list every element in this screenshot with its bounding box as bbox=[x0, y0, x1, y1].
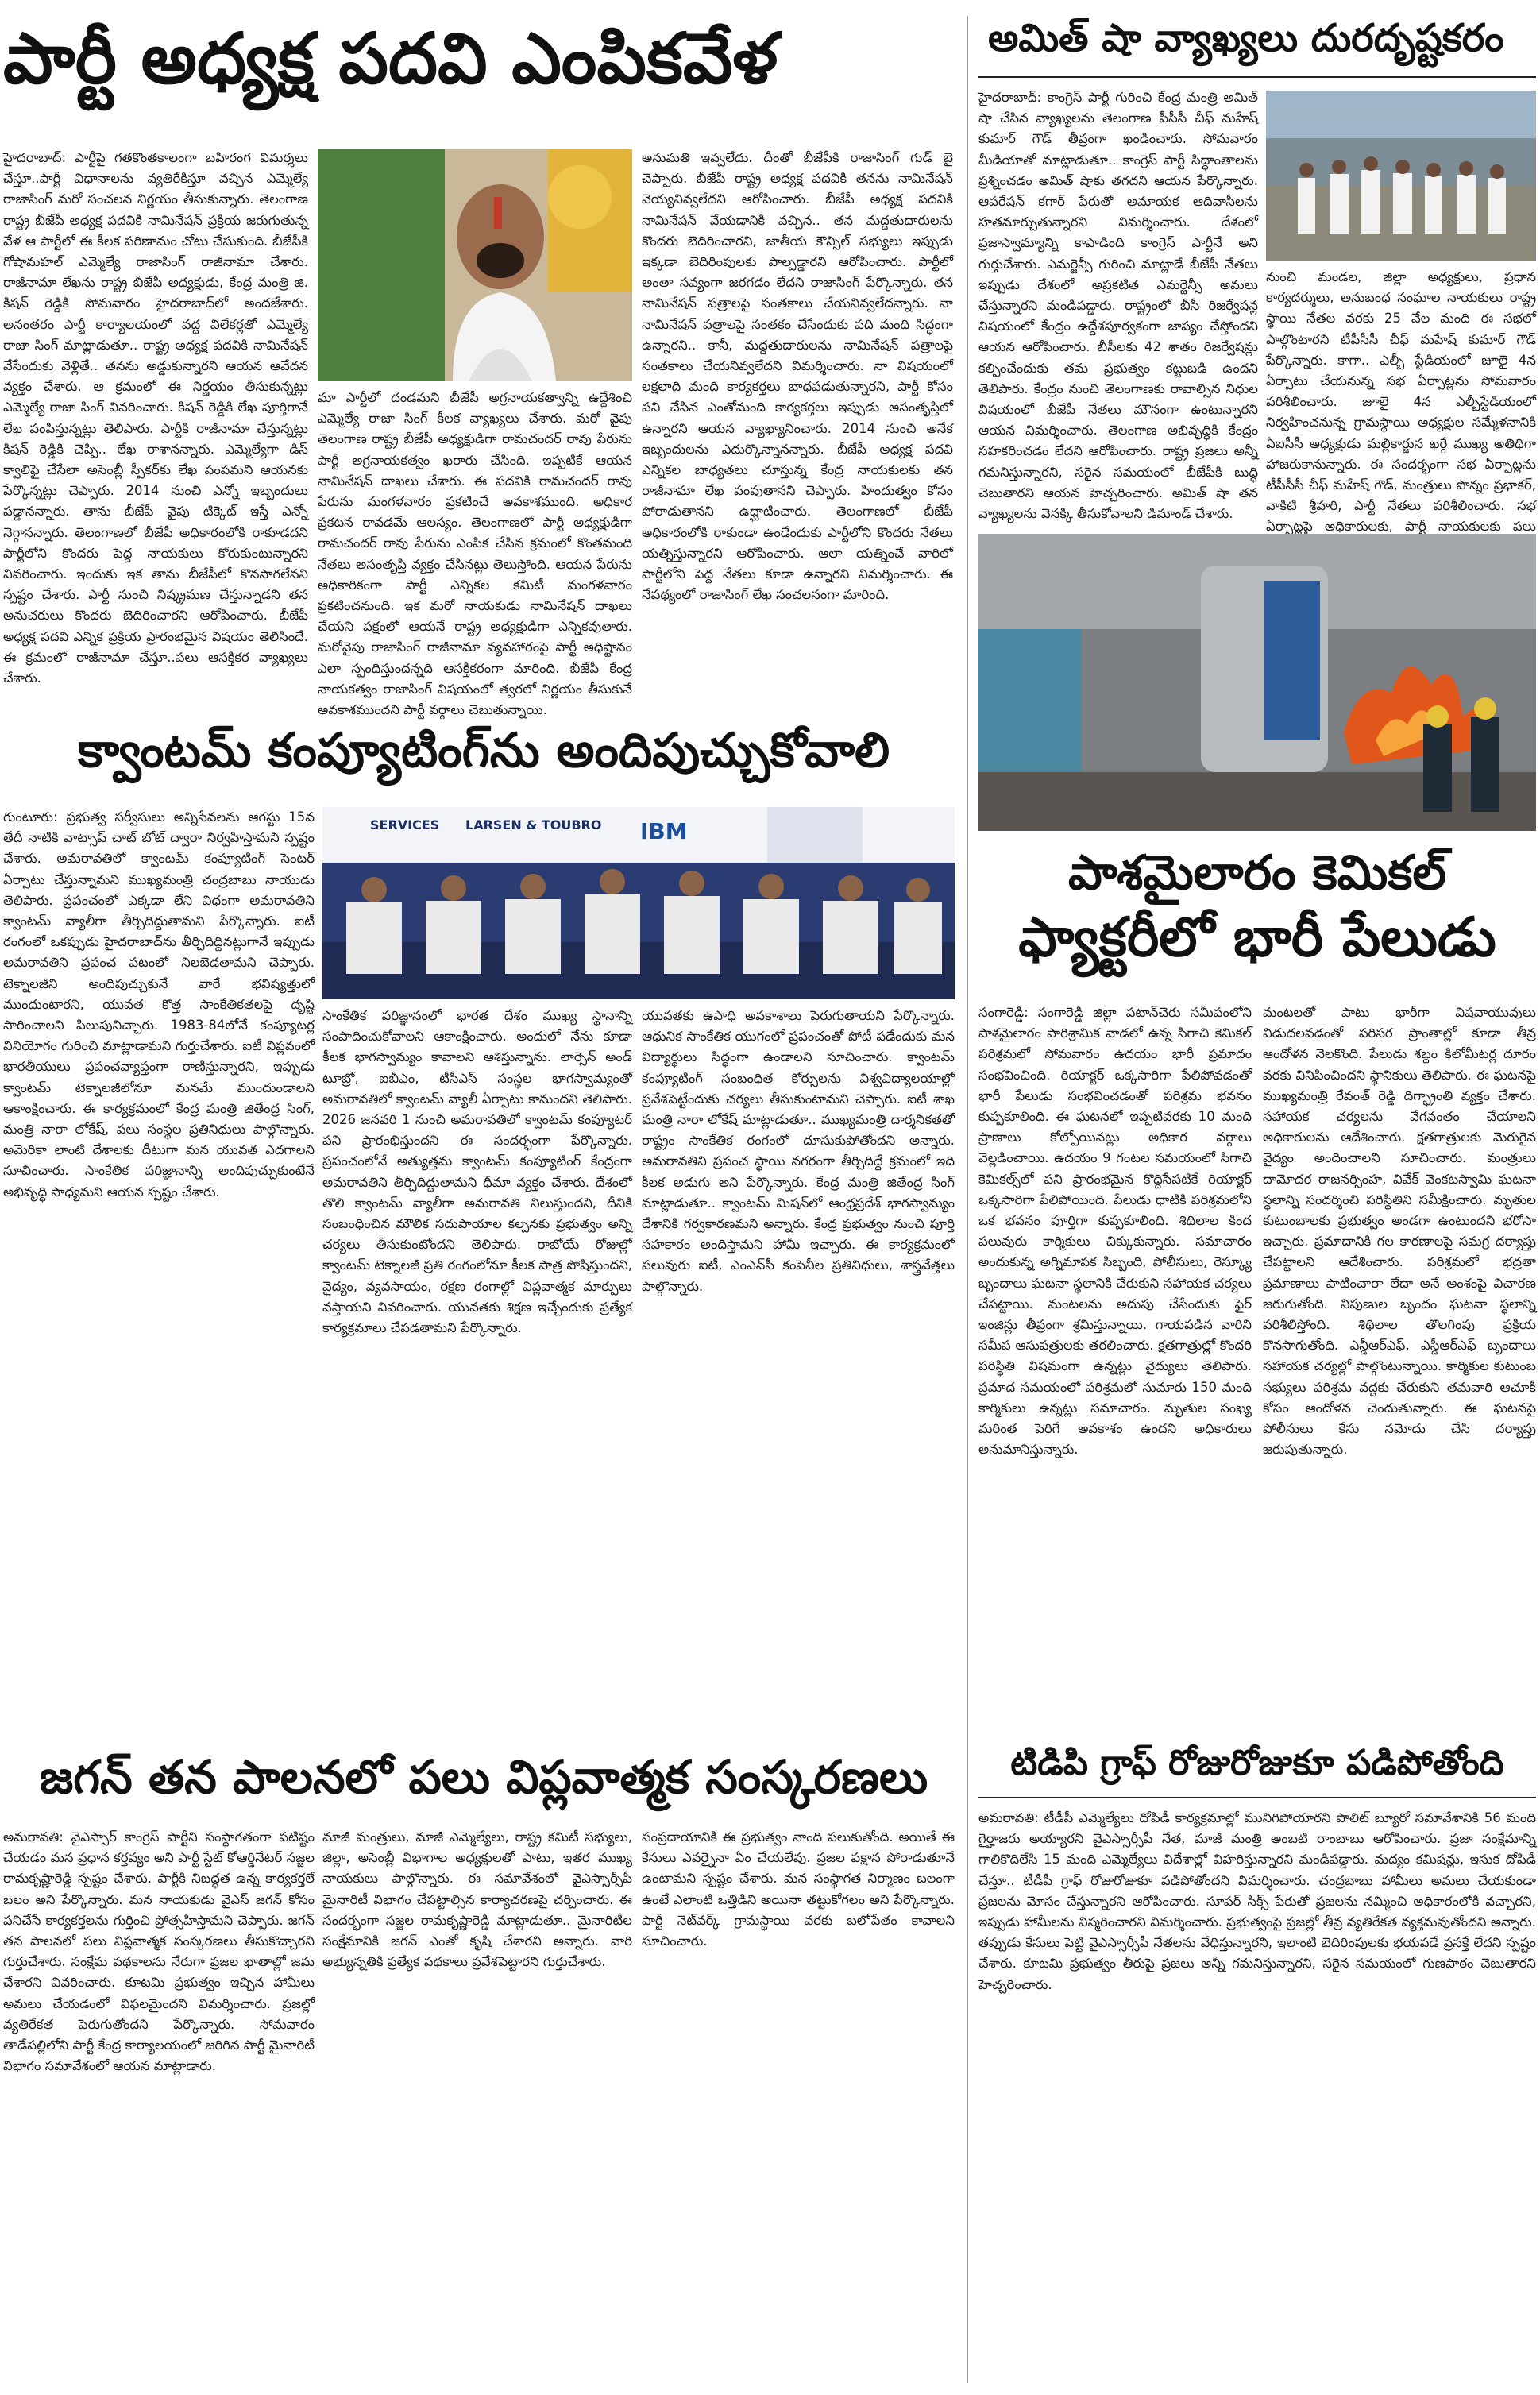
banner-ibm-label: IBM bbox=[640, 818, 688, 844]
pashamylaram-col-1: సంగారెడ్డి: సంగారెడ్డి జిల్లా పటాన్‌చెరు సమీపంలోని పాశమైలారం పారిశ్రామిక వాడలో ఉన్న సిగాచి కెమికల్ పరిశ్రమలో సోమవారం ఉదయం భారీ ప్రమాదం సంభవించింది. రియాక్టర్ ఒక్కసారిగా పేలిపోవడంతో భారీ పేలుడు సంభవించడంతో పరిశ్రమ భవనం కుప్పకూలింది. ఈ ఘటనలో ఇప్పటివరకు 10 మంది ప్రాణాలు కోల్పోయినట్లు అధికార వర్గాలు వెల్లడించాయి. ఉదయం 9 గంటల సమయంలో సిగాచి కెమికల్స్‌లో పని ప్రారంభమైన కొద్దిసేపటికే రియాక్టర్ ఒక్కసారిగా పేలిపోయింది. పేలుడు ధాటికి పరిశ్రమలోని ఒక భవనం పూర్తిగా కుప్పకూలింది. శిథిలాల కింద పలువురు కార్మికులు చిక్కుకున్నారు. సమాచారం అందుకున్న అగ్నిమాపక సిబ్బంది, పోలీసులు, రెస్క్యూ బృందాలు ఘటనా స్థలానికి చేరుకుని సహాయక చర్యలు చేపట్టాయి. మంటలను అదుపు చేసేందుకు ఫైర్ ఇంజిన్లు తీవ్రంగా శ్రమిస్తున్నాయి. గాయపడిన వారిని సమీప ఆసుపత్రులకు తరలించారు. క్షతగాత్రుల్లో కొందరి పరిస్థితి విషమంగా ఉన్నట్లు వైద్యులు తెలిపారు. ప్రమాద సమయంలో పరిశ్రమలో సుమారు 150 మంది కార్మికులు ఉన్నట్లు సమాచారం. మృతుల సంఖ్య మరింత పెరిగే అవకాశం ఉందని అధికారులు అనుమానిస్తున్నారు. bbox=[978, 1005, 1252, 1458]
photo-chemical-factory-fire bbox=[978, 534, 1536, 831]
jagan-col-1: అమరావతి: వైఎస్సార్ కాంగ్రెస్ పార్టీని సంస్థాగతంగా పటిష్టం చేయడం మన ప్రధాన కర్తవ్యం అని పార్టీ స్టేట్ కోఆర్డినేటర్ సజ్జల రామకృష్ణారెడ్డి స్పష్టం చేశారు. పార్టీకి నిబద్ధత ఉన్న కార్యకర్తలే బలం అని పేర్కొన్నారు. మన నాయకుడు వైఎస్ జగన్ కోసం పనిచేసే కార్యకర్తలను గుర్తించి ప్రోత్సహిస్తామని చెప్పారు. జగన్ తన పాలనలో పలు విప్లవాత్మక సంస్కరణలు తీసుకొచ్చారని గుర్తుచేశారు. సంక్షేమ పథకాలను నేరుగా ప్రజల ఖాతాల్లో జమ చేశారని వివరించారు. కూటమి ప్రభుత్వం ఇచ్చిన హామీలు అమలు చేయడంలో విఫలమైందని విమర్శించారు. ప్రజల్లో వ్యతిరేకత పెరుగుతోందని పేర్కొన్నారు. సోమవారం తాడేపల్లిలోని పార్టీ కేంద్ర కార్యాలయంలో జరిగిన పార్టీ మైనారిటీ విభాగం సమావేశంలో ఆయన మాట్లాడారు. bbox=[3, 1829, 315, 2074]
tdp-graph-headline-rule bbox=[978, 1797, 1536, 1798]
quantum-col-2: సాంకేతిక పరిజ్ఞానంలో భారత దేశం ముఖ్య స్థానాన్ని సంపాదించుకోవాలని ఆకాంక్షించారు. అందులో నేను కూడా కీలక భాగస్వామ్యం కావాలని ఆశిస్తున్నాను. లార్సెన్ అండ్ టూబ్రో, ఐబీఎం, టీసీఎస్ సంస్థల భాగస్వామ్యంతో అమరావతిలో క్వాంటమ్ వ్యాలీ ఏర్పాటు కానుందని తెలిపారు. 2026 జనవరి 1 నుంచి అమరావతిలో క్వాంటమ్ కంప్యూటర్ పని ప్రారంభిస్తుందని ఈ సందర్భంగా పేర్కొన్నారు. ప్రపంచంలోనే అత్యుత్తమ క్వాంటమ్ కంప్యూటింగ్ కేంద్రంగా అమరావతిని తీర్చిదిద్దుతామని ధీమా వ్యక్తం చేశారు. దేశంలో తొలి క్వాంటమ్ వ్యాలీగా అమరావతి నిలుస్తుందని, దీనికి సంబంధించిన మౌలిక సదుపాయాల కల్పనకు ప్రభుత్వం అన్ని చర్యలు తీసుకుంటోందని తెలిపారు. రాబోయే రోజుల్లో క్వాంటమ్ టెక్నాలజీ ప్రతి రంగంలోనూ కీలక పాత్ర పోషిస్తుందని, వైద్యం, వ్యవసాయం, రక్షణ రంగాల్లో విప్లవాత్మక మార్పులు వస్తాయని వివరించారు. యువతకు శిక్షణ ఇచ్చేందుకు ప్రత్యేక కార్యక్రమాలు చేపడతామని పేర్కొన్నారు. bbox=[322, 1008, 632, 1336]
quantum-col-3: యువతకు ఉపాధి అవకాశాలు పెరుగుతాయని పేర్కొన్నారు. ఆధునిక సాంకేతిక యుగంలో ప్రపంచంతో పోటీ పడేందుకు మన విద్యార్థులు సిద్ధంగా ఉండాలని సూచించారు. క్వాంటమ్ కంప్యూటింగ్ సంబంధిత కోర్సులను విశ్వవిద్యాలయాల్లో ప్రవేశపెట్టేందుకు చర్యలు తీసుకుంటామని చెప్పారు. ఐటీ శాఖ మంత్రి నారా లోకేష్ మాట్లాడుతూ.. ముఖ్యమంత్రి దార్శనికతతో రాష్ట్రం సాంకేతిక రంగంలో దూసుకుపోతోందని అన్నారు. అమరావతిని ప్రపంచ స్థాయి నగరంగా తీర్చిదిద్దే క్రమంలో ఇది కీలక అడుగు అని పేర్కొన్నారు. కేంద్ర మంత్రి జితేంద్ర సింగ్ మాట్లాడుతూ.. క్వాంటమ్ మిషన్‌లో ఆంధ్రప్రదేశ్ భాగస్వామ్యం దేశానికి గర్వకారణమని అన్నారు. కేంద్ర ప్రభుత్వం నుంచి పూర్తి సహకారం అందిస్తామని హామీ ఇచ్చారు. ఈ కార్యక్రమంలో పలువురు ఐటీ, ఎంఎన్‌సీ కంపెనీల ప్రతినిధులు, శాస్త్రవేత్తలు పాల్గొన్నారు. bbox=[642, 1008, 955, 1294]
amit-shah-col-2: నుంచి మండల, జిల్లా అధ్యక్షులు, ప్రధాన కార్యదర్శులు, అనుబంధ సంఘాల నాయకులు రాష్ట్ర స్థాయి నేతల వరకు 25 వేల మంది ఈ సభలో పాల్గొంటారని టీపీసీసీ చీఫ్ మహేష్ కుమార్ గౌడ్ పేర్కొన్నారు. కాగా.. ఎల్బీ స్టేడియంలో జూలై 4న ఏర్పాటు చేయనున్న సభ ఏర్పాట్లను సోమవారం పరిశీలించారు. జూలై 4న ఎల్బీస్టేడియంలో నిర్వహించనున్న గ్రామస్థాయి అధ్యక్షుల సమ్మేళనానికి ఏఐసీసీ అధ్యక్షుడు మల్లికార్జున ఖర్గే ముఖ్య అతిథిగా హాజరుకానున్నారు. ఈ సందర్భంగా సభ ఏర్పాట్లను టీపీసీసీ చీఫ్ మహేష్ గౌడ్, మంత్రులు పొన్నం ప్రభాకర్, వాకిటి శ్రీహరి, పార్టీ నేతలు పరిశీలించారు. సభ ఏర్పాట్లపై అధికారులకు, పార్టీ నాయకులకు పలు bbox=[1266, 269, 1536, 535]
headline-jagan-reforms: జగన్ తన పాలనలో పలు విప్లవాత్మక సంస్కరణలు bbox=[39, 1750, 928, 1804]
amit-shah-col-1: హైదరాబాద్: కాంగ్రెస్ పార్టీ గురించి కేంద్ర మంత్రి అమిత్ షా చేసిన వ్యాఖ్యలను తెలంగాణ పీసీసీ చీఫ్ మహేష్ కుమార్ గౌడ్ తీవ్రంగా ఖండించారు. సోమవారం మీడియాతో మాట్లాడుతూ.. కాంగ్రెస్ పార్టీ సిద్ధాంతాలను ప్రశ్నించడం అమిత్ షాకు తగదని ఆయన పేర్కొన్నారు. ఆపరేషన్ కగార్ పేరుతో అమాయక ఆదివాసీలను హతమార్చుతున్నారని విమర్శించారు. దేశంలో ప్రజాస్వామ్యాన్ని కాపాడింది కాంగ్రెస్ పార్టీనే అని గుర్తుచేశారు. ఎమర్జెన్సీ గురించి మాట్లాడే బీజేపీ నేతలు ఇప్పుడు దేశంలో అప్రకటిత ఎమర్జెన్సీ అమలు చేస్తున్నారని మండిపడ్డారు. రాష్ట్రంలో బీసీ రిజర్వేషన్ల విషయంలో కేంద్రం ఉద్దేశపూర్వకంగా జాప్యం చేస్తోందని ఆయన ఆరోపించారు. బీసీలకు 42 శాతం రిజర్వేషన్లు కల్పించేందుకు తమ ప్రభుత్వం కట్టుబడి ఉందని తెలిపారు. కేంద్రం నుంచి తెలంగాణకు రావాల్సిన నిధుల విషయంలో బీజేపీ నేతలు మౌనంగా ఉంటున్నారని ఆయన విమర్శించారు. తెలంగాణ అభివృద్ధికి కేంద్రం సహకరించడం లేదని ఆరోపించారు. రాష్ట్ర ప్రజలు అన్నీ గమనిస్తున్నారని, సరైన సమయంలో బీజేపీకి బుద్ధి చెబుతారని ఆయన హెచ్చరించారు. అమిత్ షా తన వ్యాఖ్యలను వెనక్కి తీసుకోవాలని డిమాండ్ చేశారు. bbox=[978, 90, 1258, 522]
photo-lb-stadium-visit bbox=[1266, 91, 1536, 261]
headline-quantum-computing: క్వాంటమ్ కంప్యూటింగ్‌ను అందిపుచ్చుకోవాలి bbox=[77, 723, 890, 778]
headline-tdp-graph: టిడిపి గ్రాఫ్ రోజురోజుకూ పడిపోతోంది bbox=[1010, 1743, 1504, 1783]
headline-pashamylaram-line-1: పాశమైలారం కెమికల్ bbox=[1067, 845, 1447, 901]
party-president-col-1: హైదరాబాద్: పార్టీపై గతకొంతకాలంగా బహిరంగ విమర్శలు చేస్తూ..పార్టీ విధానాలను వ్యతిరేకిస్తూ వచ్చిన ఎమ్మెల్యే రాజాసింగ్ మరో సంచలన నిర్ణయం తీసుకున్నారు. తెలంగాణ రాష్ట్ర బీజేపీ అధ్యక్ష పదవికి నామినేషన్ ప్రక్రియ జరుగుతున్న వేళ ఆ పార్టీలో ఈ కీలక పరిణామం చోటు చేసుకుంది. బీజేపీకి గోషామహల్ ఎమ్మెల్యే రాజాసింగ్ రాజీనామా చేశారు. రాజీనామా లేఖను రాష్ట్ర బీజేపీ అధ్యక్షుడు, కేంద్ర మంత్రి జి. కిషన్ రెడ్డికి సోమవారం హైదరాబాద్‌లో అందజేశారు. అనంతరం పార్టీ కార్యాలయంలో వద్ద విలేకర్లతో ఎమ్మెల్యే రాజా సింగ్ మాట్లాడుతూ.. రాష్ట్ర అధ్యక్ష పదవికి నామినేషన్ వేసేందుకు వెళ్లితే.. తనను అడ్డుకున్నారని ఆయన ఆవేదన వ్యక్తం చేశారు. ఆ క్రమంలో ఈ నిర్ణయం తీసుకున్నట్లు ఎమ్మెల్యే రాజా సింగ్ వివరించారు. కిషన్ రెడ్డికి లేఖ పూర్తిగానే లేఖ పంపిస్తున్నట్లు తెలిపారు. పార్టీకి రాజీనామా చేస్తున్నట్లు కిషన్ రెడ్డికి చెప్పి.. లేఖ రాశానన్నారు. ఎమ్మెల్యేగా డిస్ క్వాలిఫై చేసేలా అసెంబ్లీ స్పీకర్‌కు లేఖ పంపమని ఆయనకు పేర్కొన్నట్లు చెప్పారు. 2014 నుంచి ఎన్నో ఇబ్బందులు పడ్డానన్నారు. తాను బీజేపీ వైపు టిక్కెట్ ఇస్తే ఎన్నో నెగ్గానన్నారు. తెలంగాణలో బీజేపీ అధికారంలోకి రాకూడదని పార్టీలోని కొందరు పెద్ద నాయకులు కోరుకుంటున్నారని వివరించారు. ఇందుకు ఇక తాను బీజేపీలో కొనసాగలేనని స్పష్టం చేశారు. పార్టీ నుంచి నిష్క్రమణ చేస్తున్నాడని తన అనుచరులు కొందరు బెదిరించారని ఆరోపించారు. బీజేపీ అధ్యక్ష పదవి ఎన్నిక ప్రక్రియ ప్రారంభమైన విషయం తెలిసిందే. ఈ క్రమంలో రాజీనామా చేస్తూ..పలు ఆసక్తికర వ్యాఖ్యలు చేశారు. bbox=[3, 150, 308, 686]
headline-pashamylaram-line-2: ఫ్యాక్టరీలో భారీ పేలుడు bbox=[1018, 906, 1496, 969]
banner-larsen-toubro-label: LARSEN & TOUBRO bbox=[465, 817, 602, 832]
party-president-col-3: మా పార్టీలో దండమని బీజేపీ అగ్రనాయకత్వాన్ని ఉద్దేశించి ఎమ్మెల్యే రాజా సింగ్ కీలక వ్యాఖ్యలు చేశారు. మరో వైపు తెలంగాణ రాష్ట్ర బీజేపీ అధ్యక్షుడిగా రామచందర్ రావు పేరును పార్టీ అగ్రనాయకత్వం ఖరారు చేసింది. ఇప్పటికే ఆయన నామినేషన్ దాఖలు చేశారు. ఈ పదవికి రామచందర్ రావు పేరును మంగళవారం ప్రకటించే అవకాశముంది. అధికార ప్రకటన రావడమే ఆలస్యం. తెలంగాణలో పార్టీ అధ్యక్షుడిగా రామచందర్ రావు పేరును ఎంపిక చేసిన క్రమంలో కొంతమంది నేతలు అసంతృప్తి వ్యక్తం చేసినట్లు తెలుస్తోంది. ఆయన పేరును అధికారికంగా పార్టీ ఎన్నికల కమిటీ మంగళవారం ప్రకటించనుంది. ఇక మరో నాయకుడు నామినేషన్ దాఖలు చేయని పక్షంలో ఆయనే రాష్ట్ర అధ్యక్షుడిగా ఎన్నికవుతారు. మరోవైపు రాజాసింగ్ రాజీనామా వ్యవహారంపై పార్టీ అధిష్టానం ఎలా స్పందిస్తుందన్నది ఆసక్తికరంగా మారింది. బీజేపీ కేంద్ర నాయకత్వం రాజాసింగ్ విషయంలో త్వరలో నిర్ణయం తీసుకునే అవకాశముందని పార్టీ వర్గాలు చెబుతున్నాయి. bbox=[318, 390, 632, 718]
party-president-col-2: అనుమతి ఇవ్వలేదు. దీంతో బీజేపీకి రాజాసింగ్ గుడ్ బై చెప్పారు. బీజేపీ రాష్ట్ర అధ్యక్ష పదవికి తనను నామినేషన్ వెయ్యనివ్వలేదని ఆరోపించారు. బీజేపీ అధ్యక్ష పదవికి నామినేషన్ వేయడానికి వచ్చిన.. తన మద్దతుదారులను కొందరు బెదిరించారని, జాతీయ కౌన్సిల్ సభ్యులు ఇప్పుడు ఇక్కడా బెదిరింపులకు పాల్పడ్డారని ఆరోపించారు. పార్టీలో అంతా సవ్యంగా జరగడం లేదని రాజాసింగ్ పేర్కొన్నారు. తన నామినేషన్ పత్రాలపై సంతకాలు చేయనివ్వలేదన్నారు. నా నామినేషన్ పత్రాలపై సంతకం చేసేందుకు పది మంది సిద్ధంగా ఉన్నారని.. కానీ, మద్దతుదారులను నామినేషన్ పత్రాలపై సంతకాలు చేయనివ్వలేదని విమర్శించారు. నా విషయంలో లక్షలాది మంది కార్యకర్తలు బాధపడుతున్నారని, పార్టీ కోసం పని చేసిన ఎంతోమంది కార్యకర్తలు ఇప్పుడు అసంతృప్తిలో ఉన్నారని ఆయన వ్యాఖ్యానించారు. 2014 నుంచి అనేక ఇబ్బందులను ఎదుర్కొన్నానన్నారు. బీజేపీ అధ్యక్ష పదవి ఎన్నికల బాధ్యతలు చూస్తున్న కేంద్ర నాయకులకు తన రాజీనామా లేఖ పంపుతానని చెప్పారు. హిందుత్వం కోసం పోరాడుతానని ఉద్ఘాటించారు. తెలంగాణలో బీజేపీ అధికారంలోకి రాకుండా ఉండేందుకు పార్టీలోని కొందరు నేతలు యత్నిస్తున్నారని ఆరోపించారు. ఆలా యత్నించే వారిలో పార్టీలోని పెద్ద నేతలు కూడా ఉన్నారని విమర్శించారు. ఈ నేపథ్యంలో రాజాసింగ్ లేఖ సంచలనంగా మారింది. bbox=[642, 150, 953, 603]
column-divider bbox=[967, 16, 968, 2383]
photo-raja-singh bbox=[318, 149, 632, 381]
pashamylaram-col-2: మంటలతో పాటు భారీగా విషవాయువులు విడుదలవడంతో పరిసర ప్రాంతాల్లో కూడా తీవ్ర ఆందోళన నెలకొంది. పేలుడు శబ్దం కిలోమీటర్ల దూరం వరకు వినిపించిందని స్థానికులు తెలిపారు. ఈ ఘటనపై ముఖ్యమంత్రి రేవంత్ రెడ్డి దిగ్భ్రాంతి వ్యక్తం చేశారు. సహాయక చర్యలను వేగవంతం చేయాలని అధికారులను ఆదేశించారు. క్షతగాత్రులకు మెరుగైన వైద్యం అందించాలని సూచించారు. మంత్రులు దామోదర రాజనర్సింహ, వివేక్ వెంకటస్వామి ఘటనా స్థలాన్ని సందర్శించి పరిస్థితిని సమీక్షించారు. మృతుల కుటుంబాలకు ప్రభుత్వం అండగా ఉంటుందని భరోసా ఇచ్చారు. ప్రమాదానికి గల కారణాలపై సమగ్ర దర్యాప్తు చేపట్టాలని ఆదేశించారు. పరిశ్రమలో భద్రతా ప్రమాణాలు పాటించారా లేదా అనే అంశంపై విచారణ జరుగుతోంది. నిపుణుల బృందం ఘటనా స్థలాన్ని పరిశీలిస్తోంది. శిథిలాల తొలగింపు ప్రక్రియ కొనసాగుతోంది. ఎన్డీఆర్ఎఫ్, ఎస్డీఆర్ఎఫ్ బృందాలు సహాయక చర్యల్లో పాల్గొంటున్నాయి. కార్మికుల కుటుంబ సభ్యులు పరిశ్రమ వద్దకు చేరుకుని తమవారి ఆచూకీ కోసం ఆందోళన చెందుతున్నారు. ఈ ఘటనపై పోలీసులు కేసు నమోదు చేసి దర్యాప్తు జరుపుతున్నారు. bbox=[1263, 1005, 1536, 1458]
tdp-graph-col: అమరావతి: టీడీపీ ఎమ్మెల్యేలు దోపిడీ కార్యక్రమాల్లో మునిగిపోయారని పొలిట్ బ్యూరో సమావేశానికి 56 మంది గైర్హాజరు అయ్యారని వైఎస్సార్సీపీ నేత, మాజీ మంత్రి అంబటి రాంబాబు ఆరోపించారు. ప్రజా సంక్షేమాన్ని గాలికొదిలేసి 15 మంది ఎమ్మెల్యేలు విదేశాల్లో విహరిస్తున్నారని మండిపడ్డారు. మద్యం కమిషన్లు, ఇసుక దోపిడీ చేస్తూ.. టీడీపీ గ్రాఫ్ రోజురోజుకూ పడిపోతోందని విమర్శించారు. చంద్రబాబు హామీలు అమలు చేయకుండా ప్రజలను మోసం చేస్తున్నారని ఆరోపించారు. సూపర్ సిక్స్ పేరుతో ప్రజలను నమ్మించి అధికారంలోకి వచ్చారని, ఇప్పుడు హామీలను విస్మరించారని విమర్శించారు. ప్రభుత్వంపై ప్రజల్లో తీవ్ర వ్యతిరేకత వ్యక్తమవుతోందని అన్నారు. తప్పుడు కేసులు పెట్టి వైఎస్సార్సీపీ నేతలను వేధిస్తున్నారని, ఇలాంటి బెదిరింపులకు భయపడే ప్రసక్తే లేదని స్పష్టం చేశారు. కూటమి ప్రభుత్వం తీరుపై ప్రజలు అన్నీ గమనిస్తున్నారని, సరైన సమయంలో గుణపాఠం చెబుతారని హెచ్చరించారు. bbox=[978, 1810, 1536, 1992]
headline-amit-shah: అమిత్ షా వ్యాఖ్యలు దురదృష్టకరం bbox=[988, 16, 1504, 60]
amit-shah-headline-rule bbox=[978, 76, 1536, 78]
headline-party-president: పార్టీ అధ్యక్ష పదవి ఎంపికవేళ bbox=[3, 17, 778, 99]
jagan-col-3: సంప్రదాయానికి ఈ ప్రభుత్వం నాంది పలుకుతోంది. అయితే ఈ కేసులు ఎవర్నైనా ఏం చేయలేవు. ప్రజల పక్షాన పోరాడుతూనే ఉంటామని స్పష్టం చేశారు. మన సంస్థాగత నిర్మాణం బలంగా ఉంటే ఎలాంటి ఒత్తిడిని అయినా తట్టుకోగలం అని పేర్కొన్నారు. పార్టీ నెట్‌వర్క్ గ్రామస్థాయి వరకు బలోపేతం కావాలని సూచించారు. bbox=[642, 1829, 955, 1949]
photo-quantum-valley-event bbox=[322, 807, 955, 999]
banner-services-label: SERVICES bbox=[370, 817, 440, 832]
quantum-col-1: గుంటూరు: ప్రభుత్వ సర్వీసులు అన్నిసేవలను ఆగస్టు 15వ తేదీ నాటికి వాట్సాప్ చాట్ బోట్ ద్వారా నిర్వహిస్తామని స్పష్టం చేశారు. అమరావతిలో క్వాంటమ్ కంప్యూటింగ్ సెంటర్ ఏర్పాటు చేస్తున్నామని ముఖ్యమంత్రి చంద్రబాబు నాయుడు తెలిపారు. ప్రపంచంలో ఎక్కడా లేని విధంగా అమరావతిని క్వాంటమ్ వ్యాలీగా తీర్చిదిద్దుతామని పేర్కొన్నారు. ఐటీ రంగంలో ఒకప్పుడు హైదరాబాద్‌ను తీర్చిదిద్దినట్లుగానే ఇప్పుడు అమరావతిని ప్రపంచ పటంలో నిలబెడతామని చెప్పారు. టెక్నాలజీని అందిపుచ్చుకునే వారే భవిష్యత్తులో ముందుంటారని, యువత కొత్త సాంకేతికతలపై దృష్టి సారించాలని పిలుపునిచ్చారు. 1983-84లోనే కంప్యూటర్ల వినియోగం గురించి మాట్లాడామని గుర్తుచేశారు. ఐటీ విప్లవంలో భారతీయులు ప్రపంచవ్యాప్తంగా రాణిస్తున్నారని, ఇప్పుడు క్వాంటమ్ టెక్నాలజీలోనూ మనమే ముందుండాలని ఆకాంక్షించారు. ఈ కార్యక్రమంలో కేంద్ర మంత్రి జితేంద్ర సింగ్, మంత్రి నారా లోకేష్, పలు సంస్థల ప్రతినిధులు పాల్గొన్నారు. అమెరికా లాంటి దేశాలకు దీటుగా మన యువత ఎదగాలని సూచించారు. సాంకేతిక పరిజ్ఞానాన్ని అందిపుచ్చుకుంటేనే అభివృద్ధి సాధ్యమని ఆయన స్పష్టం చేశారు. bbox=[3, 809, 315, 1199]
jagan-col-2: మాజీ మంత్రులు, మాజీ ఎమ్మెల్యేలు, రాష్ట్ర కమిటీ సభ్యులు, జిల్లా, అసెంబ్లీ విభాగాల అధ్యక్షులతో పాటు, ఇతర ముఖ్య నాయకులు పాల్గొన్నారు. ఈ సమావేశంలో వైఎస్సార్సీపీ మైనారిటీ విభాగం చేపట్టాల్సిన కార్యాచరణపై చర్చించారు. ఈ సందర్భంగా సజ్జల రామకృష్ణారెడ్డి మాట్లాడుతూ.. మైనారిటీల సంక్షేమానికి జగన్ ఎంతో కృషి చేశారని అన్నారు. వారి అభ్యున్నతికి ప్రత్యేక పథకాలు ప్రవేశపెట్టారని గుర్తుచేశారు. bbox=[322, 1829, 632, 1970]
